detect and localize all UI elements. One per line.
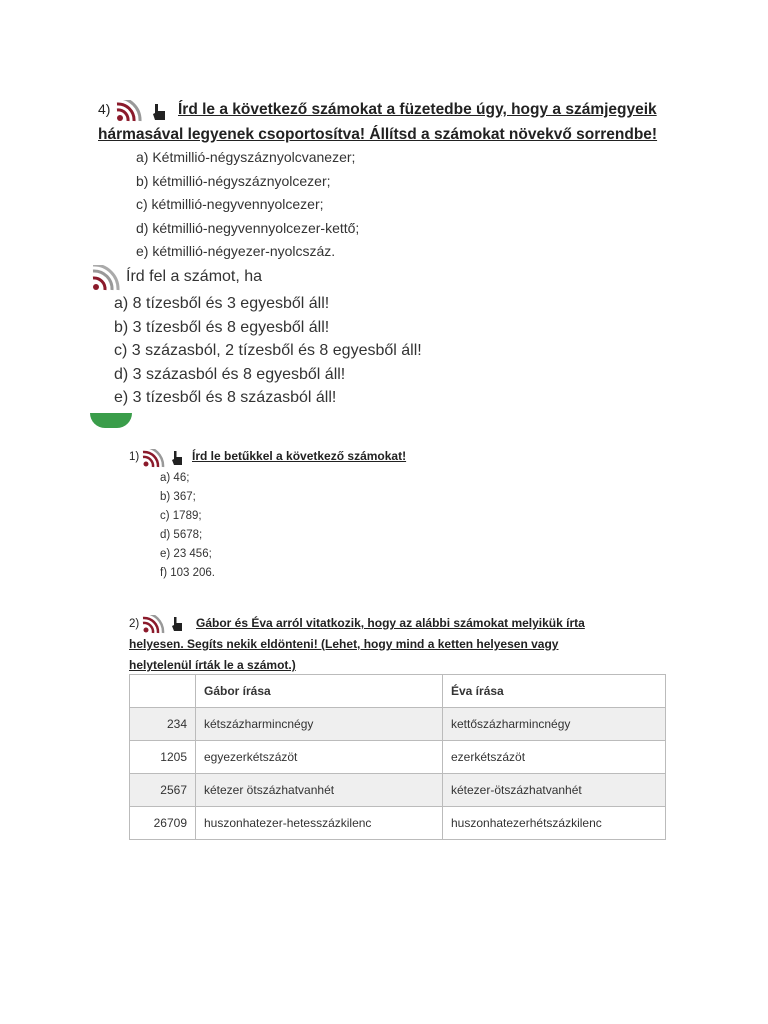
table-cell-eva: kettőszázharmincnégy (443, 708, 666, 741)
table-cell-gabor: egyezerkétszázöt (196, 741, 443, 774)
list-item: d) kétmillió-negyvennyolcezer-kettő; (136, 219, 360, 236)
task4-title-line1: Írd le a következő számokat a füzetedbe úgy, hogy a számjegyeik (178, 101, 657, 118)
task4-list (136, 146, 359, 264)
task4-title-line2: hármasával legyenek csoportosítva! Állítsd a számokat növekvő sorrendbe! (98, 126, 658, 143)
list-item: a) Kétmillió-négyszáznyolcvanezer; (136, 149, 356, 165)
hand-icon (150, 102, 168, 122)
signal-icon (90, 265, 124, 293)
task2-title-line3: helytelenül írták le a számot.) (129, 658, 296, 672)
table-cell-gabor: huszonhatezer-hetesszázkilenc (196, 807, 443, 840)
comparison-table (129, 674, 666, 840)
table-cell-gabor: kétezer ötszázhatvanhét (196, 774, 443, 807)
list-item: b) 367; (160, 491, 196, 503)
hand-icon (170, 616, 184, 633)
table-header-row (130, 675, 666, 708)
task2-number: 2) (129, 618, 140, 630)
write-task-list (114, 292, 422, 410)
task1-title: Írd le betűkkel a következő számokat! (192, 449, 407, 463)
list-item: c) kétmillió-negyvennyolcezer; (136, 196, 324, 212)
table-cell-eva: huszonhatezerhétszázkilenc (443, 807, 666, 840)
table-row (130, 807, 666, 840)
table-cell-number: 26709 (130, 807, 196, 840)
table-row (130, 741, 666, 774)
table-header-cell (130, 675, 196, 708)
write-task-title: Írd fel a számot, ha (126, 268, 263, 285)
list-item: d) 5678; (160, 529, 203, 541)
table-header-cell: Gábor írása (196, 675, 443, 708)
list-item: e) kétmillió-négyezer-nyolcszáz. (136, 243, 336, 259)
list-item: c) 3 százasból, 2 tízesből és 8 egyesből áll! (114, 342, 422, 359)
list-item: c) 1789; (160, 510, 202, 522)
list-item: e) 23 456; (160, 548, 212, 560)
list-item: b) 3 tízesből és 8 egyesből áll! (114, 318, 330, 336)
list-item: f) 103 206. (160, 567, 215, 579)
task4-number: 4) (98, 101, 111, 117)
task1-list (160, 469, 215, 583)
table-row (130, 774, 666, 807)
table-header-cell: Éva írása (443, 675, 666, 708)
list-item: d) 3 százasból és 8 egyesből áll! (114, 365, 346, 383)
list-item: b) kétmillió-négyszáznyolcezer; (136, 172, 331, 189)
table-row (130, 708, 666, 741)
table-cell-number: 234 (130, 708, 196, 741)
task1-number: 1) (129, 451, 140, 463)
task2-title-line1: Gábor és Éva arról vitatkozik, hogy az alábbi számokat melyikük írta (196, 616, 585, 630)
hand-icon (170, 450, 184, 467)
green-semicircle (90, 413, 132, 428)
task2-title-line2: helyesen. Segíts nekik eldönteni! (Lehet, hogy mind a ketten helyesen vagy (129, 637, 559, 651)
signal-icon (114, 100, 146, 124)
table-cell-eva: ezerkétszázöt (443, 741, 666, 774)
signal-icon (141, 615, 167, 635)
signal-icon (141, 449, 167, 469)
list-item: a) 8 tízesből és 3 egyesből áll! (114, 295, 330, 312)
table-cell-gabor: kétszázharmincnégy (196, 708, 443, 741)
table-cell-number: 2567 (130, 774, 196, 807)
table-cell-eva: kétezer-ötszázhatvanhét (443, 774, 666, 807)
list-item: e) 3 tízesből és 8 százasból áll! (114, 389, 337, 406)
table-cell-number: 1205 (130, 741, 196, 774)
list-item: a) 46; (160, 472, 190, 484)
